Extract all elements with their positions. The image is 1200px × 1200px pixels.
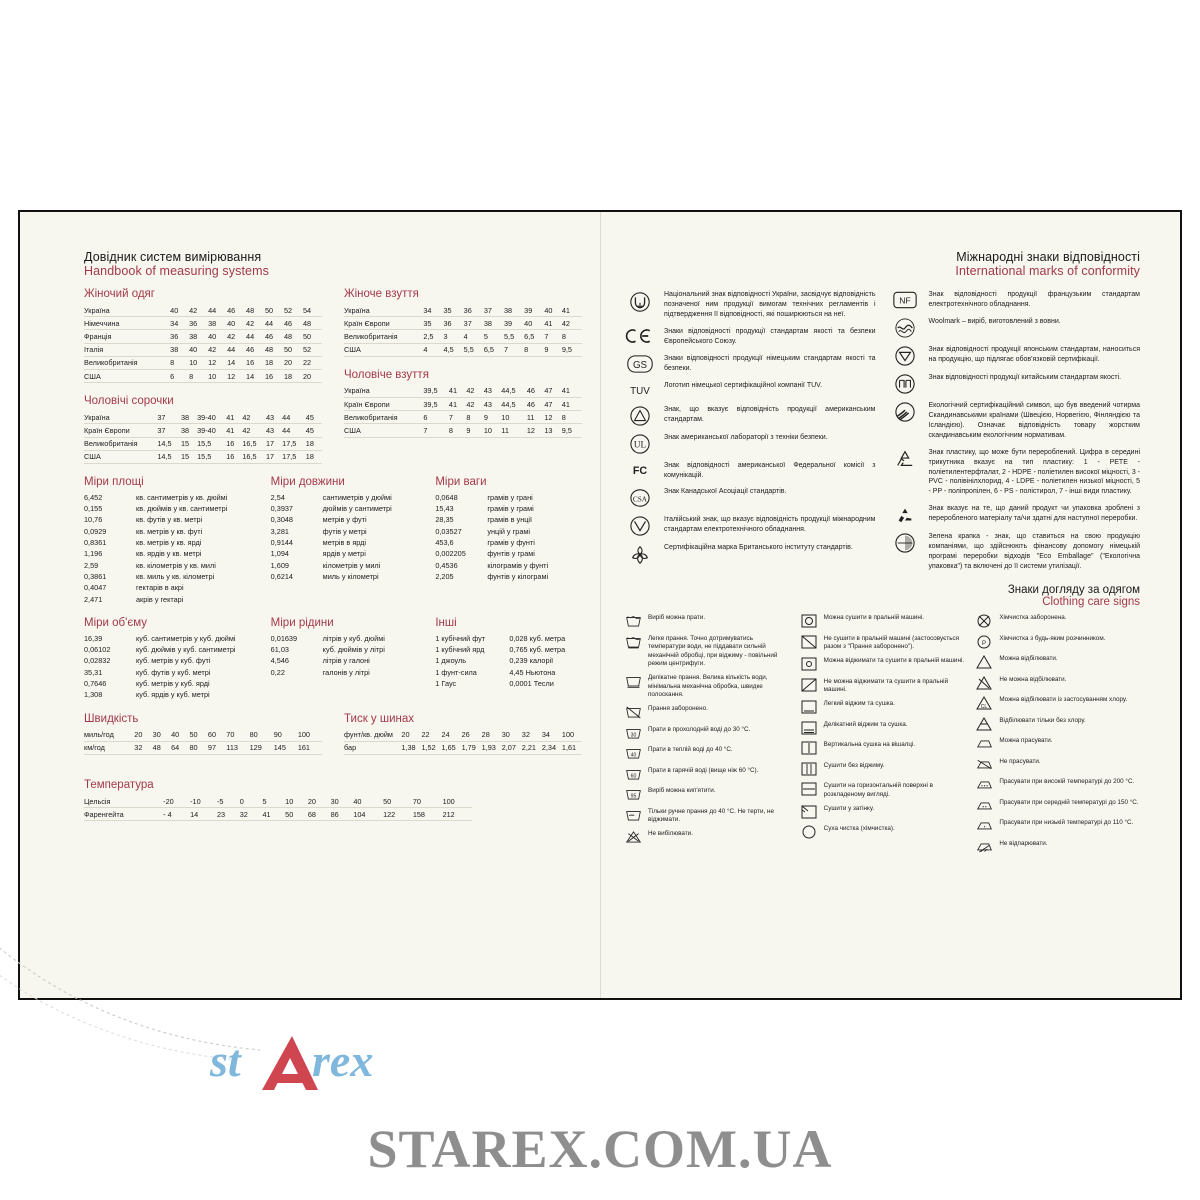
conformity-item: Сертифікаційна марка Британського інституту стандартів. <box>625 543 876 566</box>
section-title-area: Міри площі <box>84 475 144 488</box>
wash-gentle-icon <box>625 635 642 650</box>
svg-text:CSA: CSA <box>632 496 648 505</box>
conformity-item: NF Знак відповідності продукції французьким стандартам електротехнічного обладнання. <box>890 290 1141 310</box>
recycled-mobius-icon <box>890 504 920 525</box>
care-title-ua: Знаки догляду за одягом <box>1007 584 1140 597</box>
boil-icon <box>625 787 642 802</box>
care-item: 30 Прати в прохолодній воді до 30 °C. <box>625 726 789 741</box>
conformity-item: CSA Знак Канадської Асоціації стандартів. <box>625 487 876 508</box>
list-item: 1,196 кв. ярдів у кв. метрі <box>84 549 202 559</box>
list-item: 0,002205 фунтів у грамі <box>435 549 535 559</box>
section-title-volume: Міри об'єму <box>84 616 147 629</box>
section-title-women-shoes: Жіноче взуття <box>344 288 419 300</box>
conformity-item: Знак пластику, що може бути перероблений. Цифра в середині трикутника вказує на тип пластику: 1 - PETE - поліетилентерфталат, 2 - HDPE - поліетилен високої міцності, 3 - PVC - полівінілхлорид, 4 - LDPE - поліетилен низької міцності, 5 - PP - поліпропілен, 6 - PS - полістирол, 7 - інші види пластику. <box>890 448 1141 498</box>
conformity-item: Національний знак відповідності України, засвідчує відповідність позначеної ним продукції вимогам технічних регламентів і підтвердження її відповідності, які поширюються на неї. <box>625 290 876 320</box>
list-item: 0,0648 грамів у грані <box>435 492 533 502</box>
starex-logo <box>200 1020 430 1106</box>
care-item: Відбілювати тільки без хлору. <box>976 717 1140 732</box>
svg-text:st: st <box>210 1035 241 1086</box>
no-wash-icon <box>625 705 642 720</box>
left-page-header <box>84 250 582 278</box>
row-label: Україна <box>84 305 110 315</box>
care-item: Суха чистка (хімчистка). <box>801 825 965 840</box>
table-women-shoes <box>344 304 582 357</box>
conformity-title-en: International marks of conformity <box>955 264 1140 278</box>
table-row: бар 1,38 1,52 1,65 1,79 1,93 2,07 2,21 2,34 1,61 <box>344 741 582 754</box>
no-iron-icon <box>976 758 993 773</box>
ukraine-conformity-icon <box>625 290 655 313</box>
list-item: 0,3048 метрів у футі <box>270 515 367 525</box>
conformity-item: Woolmark – виріб, виготовлений з вовни. <box>890 317 1141 338</box>
list-item: 0,6214 миль у кілометрі <box>270 571 379 581</box>
care-item: Не можна віджимати та сушити в пральній машині. <box>801 678 965 695</box>
no-bleach-icon <box>976 676 993 691</box>
tumble-dry-icon <box>801 614 818 629</box>
care-item: Не сушити в пральній машині (застосовується разом з "Прання заборонено"). <box>801 635 965 652</box>
care-item: Прання заборонено. <box>625 705 789 720</box>
section-title-pressure: Тиск у шинах <box>344 712 415 725</box>
table-row: США 4 4,5 5,5 6,5 7 8 9 9,5 <box>344 343 582 356</box>
section-title-men-shirts: Чоловічі сорочки <box>84 395 174 408</box>
care-item: Можна відбілювати. <box>976 655 1140 670</box>
table-row: Цельсія -20 -10 -5 0 5 10 20 30 40 50 70 100 <box>84 795 472 808</box>
dry-clean-icon <box>801 825 818 840</box>
section-title-speed: Швидкість <box>84 712 139 725</box>
care-item: Виріб можна прати. <box>625 614 789 629</box>
handbook-title-en: Handbook of measuring systems <box>84 264 269 278</box>
wring-dry-icon <box>801 657 818 672</box>
list-item: 15,43 грамів у грамі <box>435 504 534 514</box>
svg-text:60: 60 <box>630 772 637 779</box>
table-row: км/год 32 48 64 80 97 113 129 145 161 <box>84 741 322 754</box>
list-item: 0,02832 куб. метрів у куб. футі <box>84 656 211 666</box>
watermark-domain: STAREX.COM.UA <box>367 1119 833 1179</box>
list-item: 61,03 куб. дюймів у літрі <box>270 645 385 655</box>
drip-dry-icon <box>801 762 818 777</box>
conformity-item: FC Знак відповідності американської Федеральної комісії з комунікацій. <box>625 461 876 481</box>
dry-clean-p-icon <box>976 635 993 650</box>
section-title-liquid: Міри рідини <box>270 616 334 629</box>
section-title-women-clothes: Жіночий одяг <box>84 288 155 300</box>
fcc-icon <box>625 461 655 478</box>
care-item: Прасувати при середній температурі до 150 °C. <box>976 799 1140 814</box>
svg-text:30: 30 <box>630 731 637 738</box>
care-item: Можна сушити в пральній машині. <box>801 614 965 629</box>
table-speed <box>84 729 322 755</box>
list-item: 16,39 куб. сантиметрів у куб. дюймі <box>84 633 236 643</box>
list-item: 0,4047 гектарів в акрі <box>84 583 184 593</box>
no-tumble-dry-icon <box>801 635 818 650</box>
svg-text:40: 40 <box>630 752 637 759</box>
imq-icon <box>625 515 655 536</box>
iron-low-icon <box>976 819 993 834</box>
table-row: Україна 39,5 41 42 43 44,5 46 47 41 <box>344 385 582 398</box>
care-title-en: Clothing care signs <box>1042 596 1140 609</box>
care-item: Не вибілювати. <box>625 830 789 845</box>
care-item: Прасувати при високій температурі до 200 °C. <box>976 778 1140 793</box>
dry-in-shade-icon <box>801 805 818 820</box>
list-item: 2,471 акрів у гектарі <box>84 594 184 604</box>
list-item: 2,54 сантиметрів у дюймі <box>270 492 392 502</box>
care-item: Легкий віджим та сушка. <box>801 700 965 715</box>
list-item: 453,6 грамів у фунті <box>435 538 535 548</box>
care-item: Сушити у затінку. <box>801 805 965 820</box>
table-row: фунт/кв. дюйм 20 22 24 26 28 30 32 34 100 <box>344 729 582 742</box>
handwash-40-icon <box>625 808 642 823</box>
list-item: 6,452 кв. сантиметрів у кв. дюймі <box>84 492 228 502</box>
list-item: 0,3937 дюймів у сантиметрі <box>270 504 392 514</box>
iron-medium-icon <box>976 799 993 814</box>
jis-icon <box>890 345 920 366</box>
nordic-swan-icon <box>890 401 920 422</box>
conformity-item: Зелена крапка - знак, що ставиться на свою продукцію компаніями, що здійснюють фінансову допомогу німецькій програмі переробки відходів "Eco Emballage" ("Екологічна упаковка") та включені до її системи утилізації. <box>890 532 1141 572</box>
list-volume-conversions <box>84 633 253 701</box>
conformity-item: Знаки відповідності продукції стандартам якості та безпеки Європейського Союзу. <box>625 327 876 347</box>
table-row: Франція 36 38 40 42 44 46 48 50 <box>84 330 322 343</box>
list-item: 1 кубічний фут 0,028 куб. метра <box>435 633 566 643</box>
flat-dry-icon <box>801 782 818 797</box>
table-men-shirts <box>84 411 322 464</box>
list-item: 0,9144 метрів в ярді <box>270 538 367 548</box>
list-length-conversions <box>271 492 418 582</box>
section-title-others: Інші <box>435 616 457 629</box>
care-item: 60 Прати в гарячій воді (вище ніж 60 °C). <box>625 767 789 782</box>
list-item: 1,308 куб. ярдів у куб. метрі <box>84 690 210 700</box>
list-item: 1 Гаус 0,0001 Тесли <box>435 679 554 689</box>
svg-text:FC: FC <box>632 464 648 477</box>
list-item: 10,76 кв. футів у кв. метрі <box>84 515 203 525</box>
list-weight-conversions <box>435 492 582 582</box>
table-row: Великобританія 2,5 3 4 5 5,5 6,5 7 8 <box>344 330 582 343</box>
list-item: 1,094 ярдів у метрі <box>270 549 366 559</box>
care-item: Можна віджимати та сушити в пральній машині. <box>801 657 965 672</box>
ansi-triangle-icon <box>625 405 655 426</box>
bleach-allowed-icon <box>976 655 993 670</box>
table-row: Великобританія 8 10 12 14 16 18 20 22 <box>84 356 322 369</box>
no-dry-clean-icon <box>976 614 993 629</box>
section-title-men-shoes: Чоловіче взуття <box>344 368 429 381</box>
care-item: CL Можна відбілювати із застосуванням хлору. <box>976 696 1140 711</box>
list-item: 0,155 кв. дюймів у кв. сантиметрі <box>84 504 228 514</box>
care-item: P Хімчистка з будь-яким розчинником. <box>976 635 1140 650</box>
list-item: 35,31 куб. футів у куб. метрі <box>84 667 211 677</box>
list-item: 0,4536 кілограмів у фунті <box>435 560 549 570</box>
left-page <box>20 212 600 998</box>
care-item: Тільки ручне прання до 40 °C. Не терти, не віджимати. <box>625 808 789 825</box>
list-item: 2,59 кв. кілометрів у кв. милі <box>84 560 216 570</box>
svg-text:UL: UL <box>633 439 647 450</box>
no-wring-dry-icon <box>801 678 818 693</box>
care-item: Можна прасувати. <box>976 737 1140 752</box>
care-item: Легке прання. Точно дотримуватись температури води, не піддавати сильній механічній обробці, при віджиму - повільний режим центрифуги. <box>625 635 789 669</box>
csa-icon <box>625 487 655 508</box>
list-area-conversions <box>84 492 253 605</box>
svg-text:TUV: TUV <box>630 385 650 397</box>
conformity-list-left <box>625 290 876 566</box>
section-title-weight: Міри ваги <box>435 475 487 488</box>
list-item: 28,35 грамів в унції <box>435 515 533 525</box>
table-row: Україна 40 42 44 46 48 50 52 54 <box>84 304 322 317</box>
list-liquid-conversions <box>271 633 418 678</box>
table-row: Фаренгейта - 4 14 23 32 41 50 68 86 104 122 158 212 <box>84 808 472 821</box>
table-women-clothes <box>84 304 322 383</box>
care-item: Прасувати при низькій температурі до 110 °C. <box>976 819 1140 834</box>
table-row: Італія 38 40 42 44 46 48 50 52 <box>84 343 322 356</box>
gs-icon <box>625 354 655 373</box>
care-column-bleach-iron <box>976 614 1140 860</box>
list-item: 1 джоуль 0,239 калорії <box>435 656 554 666</box>
conformity-item: Знак відповідності продукції японським стандартам, наноситься на продукцію, що підлягає обов'язковій сертифікації. <box>890 345 1141 366</box>
table-row: США 14,5 15 15,5 16 16,5 17 17,5 18 <box>84 450 322 463</box>
svg-text:CL: CL <box>981 704 988 711</box>
plastic-recycling-icon <box>890 448 920 469</box>
list-item: 2,205 фунтів у кілограмі <box>435 571 549 581</box>
table-row: Країн Європи 39,5 41 42 43 44,5 46 47 41 <box>344 397 582 410</box>
iron-high-icon <box>976 778 993 793</box>
care-item: Делікатне прання. Велика кількість води, мінімальна механічна обробка, швидке полоскання. <box>625 674 789 700</box>
conformity-item: Знак відповідності продукції китайським стандартам якості. <box>890 373 1141 394</box>
iron-icon <box>976 737 993 752</box>
tuv-icon <box>625 381 655 398</box>
list-item: 0,03527 унцій у грамі <box>435 526 531 536</box>
svg-text:NF: NF <box>898 295 911 306</box>
care-item: Не можна відбілювати. <box>976 676 1140 691</box>
list-item: 0,7646 куб. метрів у куб. ярді <box>84 679 210 689</box>
table-row: миль/год 20 30 40 50 60 70 80 90 100 <box>84 729 322 742</box>
care-item: Сушити на горизонтальній поверхні в розкладеному вигляді. <box>801 782 965 799</box>
care-item: Делікатний віджим та сушка. <box>801 721 965 736</box>
list-item: 0,01639 літрів у куб. дюймі <box>270 633 385 643</box>
delicate-dry-icon <box>801 721 818 736</box>
table-row: Великобританія 14,5 15 15,5 16 16,5 17 17,5 18 <box>84 437 322 450</box>
svg-text:GS: GS <box>632 359 648 371</box>
hand-wash-icon <box>625 674 642 689</box>
ce-icon <box>625 327 655 344</box>
list-other-conversions <box>435 633 582 689</box>
conformity-item: UL Знак американської лабораторії з техніки безпеки. <box>625 433 876 454</box>
no-steam-icon <box>976 840 993 855</box>
list-item: 0,0929 кв. метрів у кв. футі <box>84 526 203 536</box>
conformity-list-right <box>890 290 1141 572</box>
conformity-item: GS Знаки відповідності продукції німецьким стандартам якості та безпеки. <box>625 354 876 374</box>
table-pressure <box>344 729 582 755</box>
green-dot-icon <box>890 532 920 553</box>
care-item: Хімчистка заборонена. <box>976 614 1140 629</box>
right-page-header <box>625 250 1140 278</box>
right-page <box>600 212 1180 998</box>
list-item: 0,22 галонів у літрі <box>270 667 370 677</box>
table-temperature <box>84 795 472 821</box>
ccc-icon <box>890 373 920 394</box>
conformity-item: Знак вказує на те, що даний продукт чи упаковка зроблені з переробленого матеріалу та/чи здатні для наступної переробки. <box>890 504 1141 525</box>
svg-text:95: 95 <box>630 793 637 800</box>
list-item: 4,546 літрів у галоні <box>270 656 370 666</box>
svg-text:P: P <box>982 640 987 647</box>
bleach-chlorine-icon <box>976 696 993 711</box>
table-row: Великобританія 6 7 8 9 10 11 12 8 <box>344 411 582 424</box>
wash-icon <box>625 614 642 629</box>
nf-icon <box>890 290 920 309</box>
care-item: Сушити без віджиму. <box>801 762 965 777</box>
bleach-no-chlorine-icon <box>976 717 993 732</box>
table-row: Україна 37 38 39-40 41 42 43 44 45 <box>84 411 322 424</box>
table-row: Країн Європи 35 36 37 38 39 40 41 42 <box>344 317 582 330</box>
list-item: 3,281 футів у метрі <box>270 526 367 536</box>
care-item: Не прасувати. <box>976 758 1140 773</box>
table-row: США 7 8 9 10 11 12 13 9,5 <box>344 424 582 437</box>
ul-icon <box>625 433 655 454</box>
care-column-drying <box>801 614 965 860</box>
conformity-item: Італійський знак, що вказує відповідність продукції міжнародним стандартам електротехнічного обладнання. <box>625 515 876 536</box>
list-item: 0,3861 кв. миль у кв. кілометрі <box>84 571 215 581</box>
list-item: 0,06102 куб. дюймів у куб. сантиметрі <box>84 645 236 655</box>
care-signs-header <box>625 584 1140 608</box>
line-dry-icon <box>801 741 818 756</box>
section-title-temperature: Температура <box>84 779 154 791</box>
table-row: Україна 34 35 36 37 38 39 40 41 <box>344 304 582 317</box>
wash-hot-icon <box>625 767 642 782</box>
conformity-title-ua: Міжнародні знаки відповідності <box>956 250 1140 264</box>
svg-text:rex: rex <box>312 1035 374 1086</box>
list-item: 1,609 кілометрів у милі <box>270 560 381 570</box>
conformity-item: TUV Логотип німецької сертифікаційної компанії TUV. <box>625 381 876 398</box>
table-row: США 6 8 10 12 14 16 18 20 <box>84 369 322 382</box>
section-title-length: Міри довжини <box>270 475 345 488</box>
care-item: Не відпарювати. <box>976 840 1140 855</box>
list-item: 1 кубічний ярд 0,765 куб. метра <box>435 645 566 655</box>
care-item: 40 Прати в теплій воді до 40 °C. <box>625 746 789 761</box>
no-bleach-cross-icon <box>625 830 642 845</box>
gentle-dry-icon <box>801 700 818 715</box>
handbook-title-ua: Довідник систем вимірювання <box>84 250 262 264</box>
list-item: 0,8361 кв. метрів у кв. ярді <box>84 538 202 548</box>
woolmark-icon <box>890 317 920 338</box>
care-column-washing <box>625 614 789 860</box>
table-men-shoes <box>344 385 582 438</box>
list-item: 1 фунт-сила 4,45 Ньютона <box>435 667 556 677</box>
table-row: Країн Європи 37 38 39-40 41 42 43 44 45 <box>84 424 322 437</box>
bsi-kitemark-icon <box>625 543 655 566</box>
conformity-item: Екологічний сертифікаційний символ, що був введений чотирма Скандинавськими країнами (Швецією, Норвегією, Фінляндією та Ісландією). Означає відповідність товару жорстким скандинавським екологічним нормативам. <box>890 401 1141 441</box>
table-row: Німеччина 34 36 38 40 42 44 46 48 <box>84 317 322 330</box>
book-spread <box>18 210 1182 1000</box>
wash-40-icon <box>625 746 642 761</box>
conformity-item: Знак, що вказує відповідність продукції американським стандартам. <box>625 405 876 426</box>
wash-30-icon <box>625 726 642 741</box>
care-item: Вертикальна сушка на вішалці. <box>801 741 965 756</box>
care-item: 95 Виріб можна кип'ятити. <box>625 787 789 802</box>
